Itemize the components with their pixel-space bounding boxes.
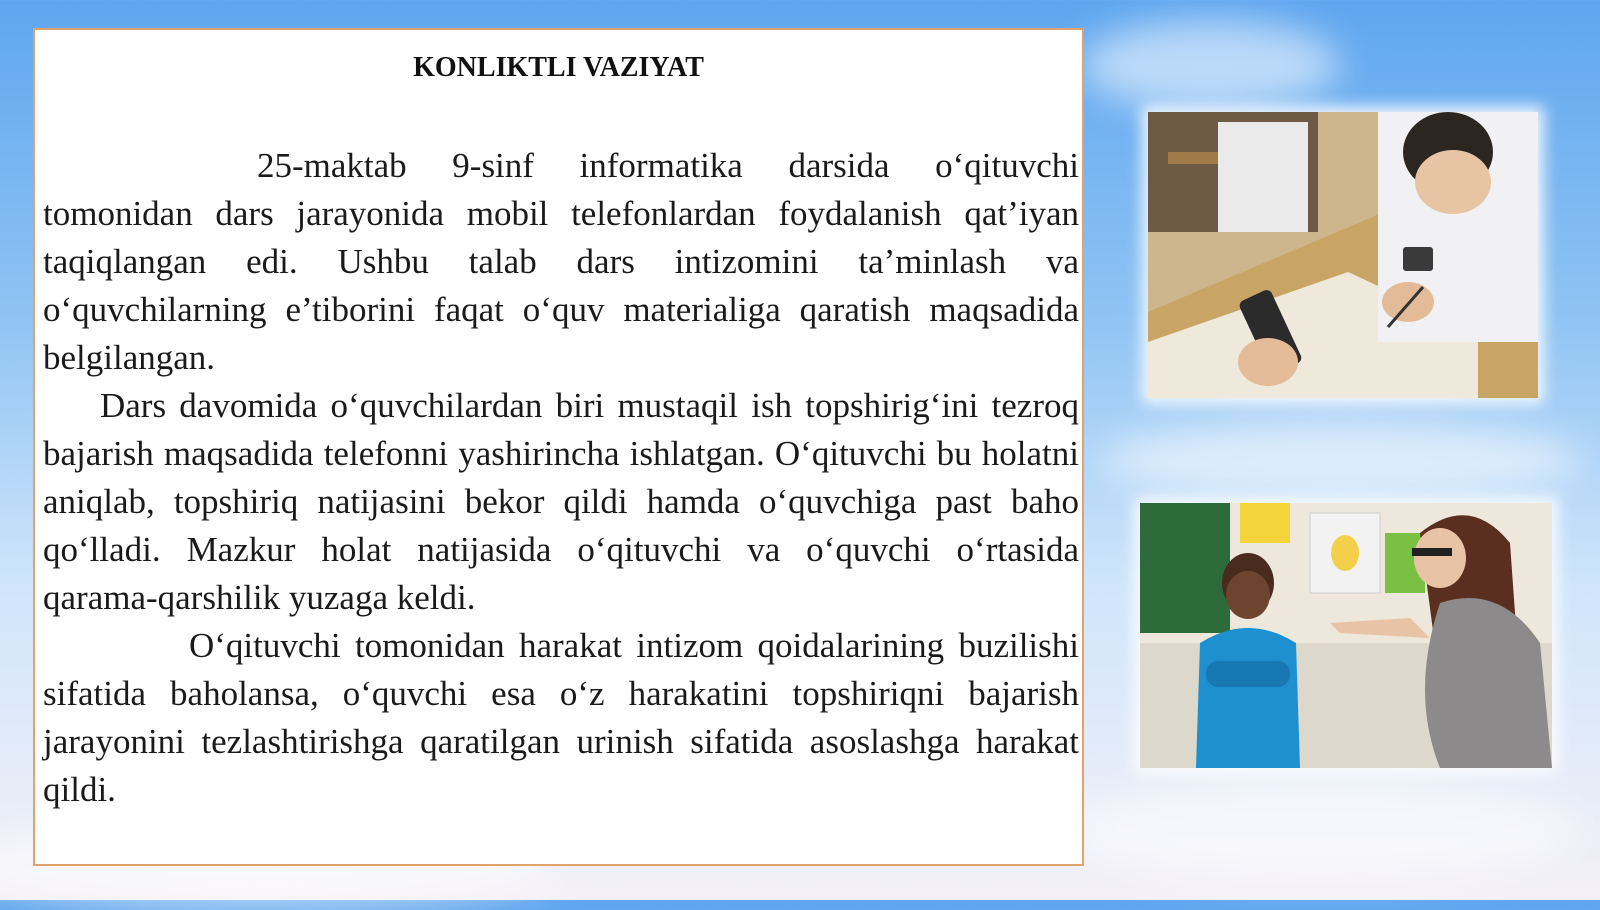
paragraph-1: 25-maktab 9-sinf informatika darsida o‘qituvchi tomonidan dars jarayonida mobil telefonlardan foydalanish qat’iyan taqiqlangan edi. Ushbu talab dars intizomini ta’minlash va o‘quvchilarning e’tiborini faqat o‘quv materialiga qaratish maqsadida belgilangan.	[43, 146, 1079, 377]
body-text	[43, 142, 1079, 814]
paragraph-3: O‘qituvchi tomonidan harakat intizom qoidalarining buzilishi sifatida baholansa, o‘quvchi esa o‘z harakatini topshiriqni bajarish jarayonini tezlashtirishga qaratilgan urinish sifatida asoslashga harakat qildi.	[43, 626, 1079, 809]
paragraph-2: Dars davomida o‘quvchilardan biri mustaqil ish topshirig‘ini tezroq bajarish maqsadida telefonni yashirincha ishlatgan. O‘qituvchi bu holatni aniqlab, topshiriq natijasini bekor qildi hamda o‘quvchiga past baho qo‘lladi. Mazkur holat natijasida o‘qituvchi va o‘quvchi o‘rtasida qarama-qarshilik yuzaga keldi.	[43, 386, 1079, 617]
slide-title: KONLIKTLI VAZIYAT	[413, 52, 704, 83]
teacher-scolding-student-photo	[1140, 503, 1552, 768]
students-using-phones-photo	[1148, 112, 1538, 398]
cloud	[1100, 420, 1580, 500]
cloud	[1080, 20, 1340, 110]
cloud	[1060, 780, 1580, 880]
text-card	[33, 28, 1084, 866]
